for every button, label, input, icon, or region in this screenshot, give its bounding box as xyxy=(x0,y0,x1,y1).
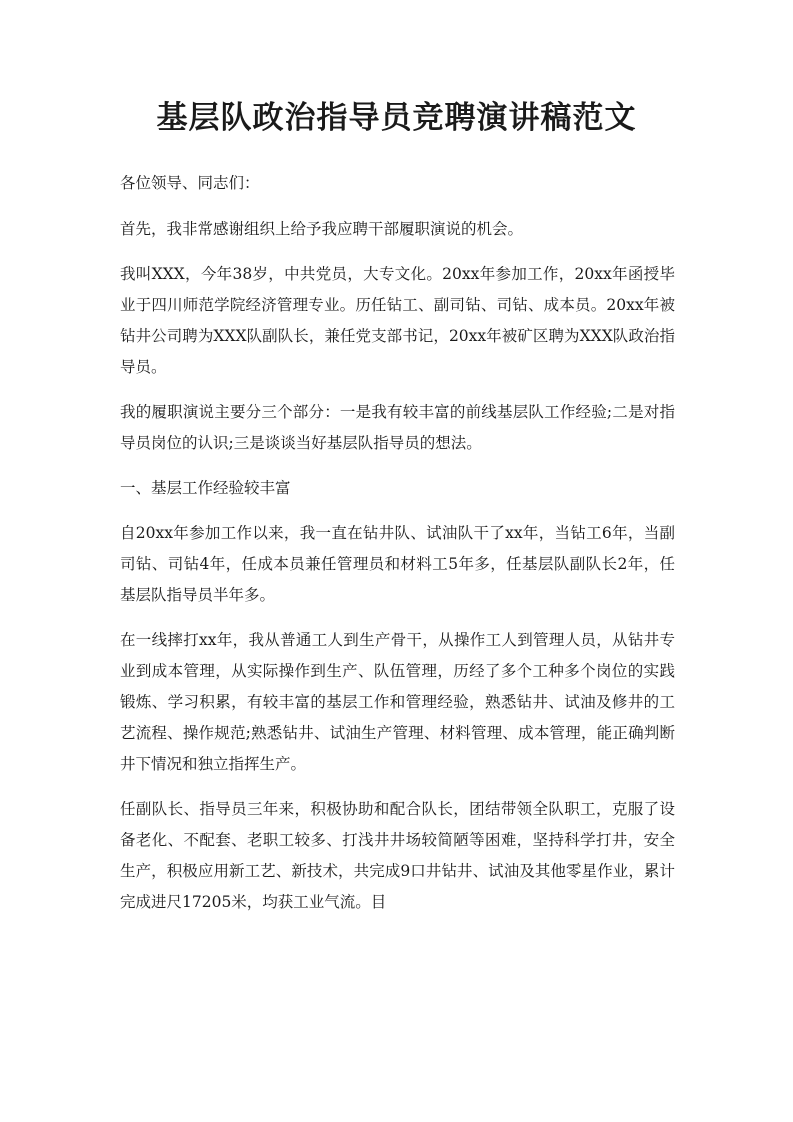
paragraph-self-introduction: 我叫XXX，今年38岁，中共党员，大专文化。20xx年参加工作，20xx年函授毕业于四川师范学院经济管理专业。历任钻工、副司钻、司钻、成本员。20xx年被钻井公司聘为XXX队副队长，兼任党支部书记，20xx年被矿区聘为XXX队政治指导员。 xyxy=(120,265,675,376)
paragraph-salutation: 各位领导、同志们： xyxy=(120,174,260,192)
paragraph-outline: 我的履职演说主要分三个部分：一是我有较丰富的前线基层队工作经验;二是对指导员岗位的认识;三是谈谈当好基层队指导员的想法。 xyxy=(120,403,675,452)
document-title: 基层队政治指导员竞聘演讲稿范文 xyxy=(156,100,637,136)
paragraph-work-history: 自20xx年参加工作以来，我一直在钻井队、试油队干了xx年，当钻工6年，当副司钻、司钻4年，任成本员兼任管理员和材料工5年多，任基层队副队长2年，任基层队指导员半年多。 xyxy=(120,524,675,604)
document-body xyxy=(120,168,675,932)
paragraph-achievements: 任副队长、指导员三年来，积极协助和配合队长，团结带领全队职工，克服了设备老化、不配套、老职工较多、打浅井井场较简陋等困难，坚持科学打井，安全生产，积极应用新工艺、新技术，共完成9口井钻井、试油及其他零星作业，累计完成进尺17205米，均获工业气流。目 xyxy=(120,800,675,911)
paragraph-frontline-experience: 在一线摔打xx年，我从普通工人到生产骨干，从操作工人到管理人员，从钻井专业到成本管理，从实际操作到生产、队伍管理，历经了多个工种多个岗位的实践锻炼、学习积累，有较丰富的基层工作和管理经验，熟悉钻井、试油及修井的工艺流程、操作规范;熟悉钻井、试油生产管理、材料管理、成本管理，能正确判断井下情况和独立指挥生产。 xyxy=(120,631,675,773)
paragraph-thanks: 首先，我非常感谢组织上给予我应聘干部履职演说的机会。 xyxy=(120,220,524,238)
section-heading-experience: 一、基层工作经验较丰富 xyxy=(120,479,291,497)
